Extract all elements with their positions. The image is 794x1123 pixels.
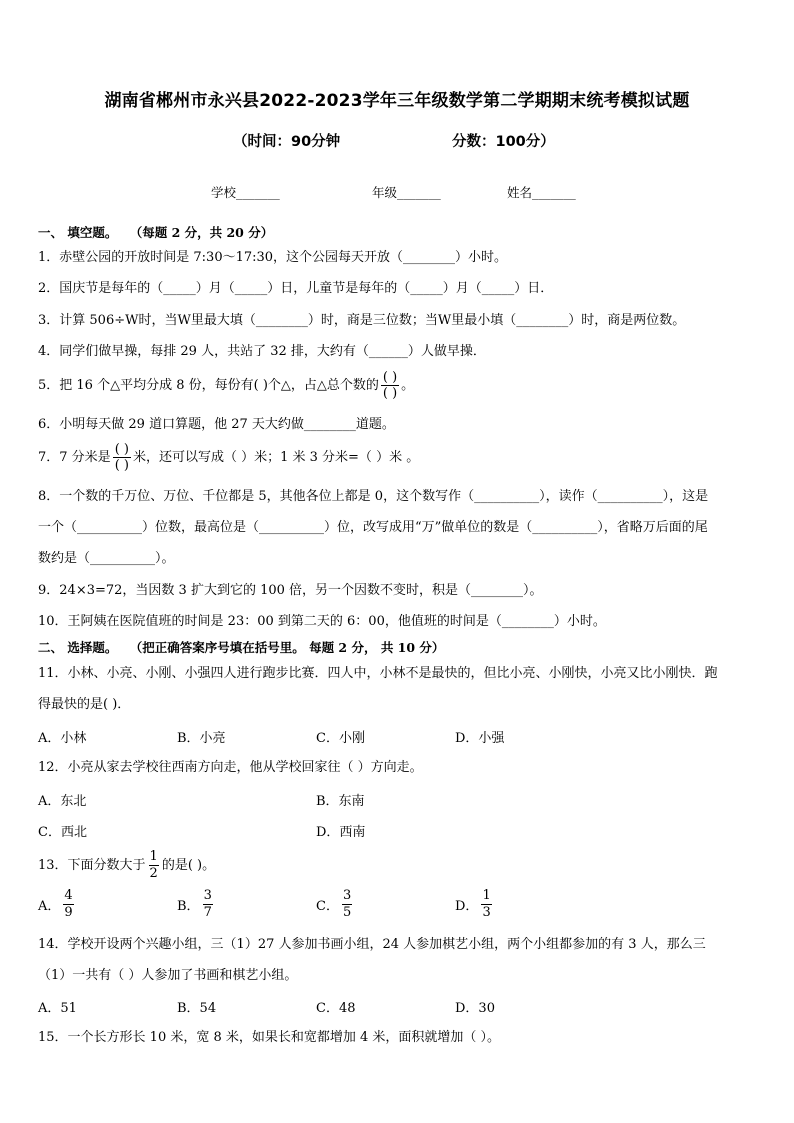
fraction-numerator: ( ) xyxy=(114,442,129,457)
question-12: 12．小亮从家去学校往西南方向走，他从学校回家往（ ）方向走。 xyxy=(38,760,423,775)
option-fraction xyxy=(481,888,491,921)
option-b[interactable]: B．东南 xyxy=(316,794,365,809)
fraction-denominator: ( ) xyxy=(382,386,398,401)
fraction-numerator: 1 xyxy=(149,849,158,864)
question-5 xyxy=(38,370,758,402)
question-7-end: 米，还可以写成（ ）米；1 米 3 分米=（ ）米 。 xyxy=(132,450,420,465)
section-note: （每题 2 分，共 20 分） xyxy=(129,225,274,240)
grade-field: 年级_______ xyxy=(372,185,441,200)
question-13-text: 13．下面分数大于 xyxy=(38,858,146,873)
school-field: 学校_______ xyxy=(211,185,280,200)
section-label: 一、 填空题。 xyxy=(38,225,118,240)
fraction-denominator: 7 xyxy=(203,905,212,920)
option-d[interactable]: D．西南 xyxy=(316,825,366,840)
section-label: 二、 选择题。 xyxy=(38,640,118,655)
option-label: D． xyxy=(455,899,479,914)
fraction-numerator: 3 xyxy=(203,888,212,903)
option-fraction xyxy=(203,888,213,921)
total-score: 分数：100分） xyxy=(452,134,555,150)
section-note: （把正确答案序号填在括号里。 每题 2 分， 共 10 分） xyxy=(129,640,445,655)
section-fill-blank xyxy=(38,223,273,241)
fraction-numerator: 3 xyxy=(342,888,352,903)
question-4: 4．同学们做早操，每排 29 人，共站了 32 排，大约有（______）人做早操． xyxy=(38,344,486,359)
question-14-line-2: （1）一共有（ ）人参加了书画和棋艺小组。 xyxy=(38,968,298,983)
option-c[interactable]: C．小刚 xyxy=(316,731,365,746)
option-fraction xyxy=(63,888,73,921)
fraction-denominator: ( ) xyxy=(114,458,129,473)
option-d[interactable] xyxy=(455,888,495,921)
fraction-half xyxy=(149,849,159,882)
option-b[interactable]: B．54 xyxy=(177,1001,217,1016)
option-d[interactable]: D．30 xyxy=(455,1001,495,1016)
question-8-line-2: 一个（__________）位数，最高位是（__________）位，改写成用“万”做单位的数是（__________），省略万后面的尾 xyxy=(38,520,708,535)
fraction-denominator: 3 xyxy=(482,905,491,920)
fraction-denominator: 5 xyxy=(342,905,352,920)
page-title: 湖南省郴州市永兴县2022-2023学年三年级数学第二学期期末统考模拟试题 xyxy=(104,91,690,111)
question-11-line-1: 11．小林、小亮、小刚、小强四人进行跑步比赛．四人中，小林不是最快的，但比小亮、小刚快，小亮又比小刚快．跑 xyxy=(38,666,718,681)
option-c[interactable]: C．48 xyxy=(316,1001,356,1016)
fraction-numerator: 1 xyxy=(482,888,491,903)
fraction-blank xyxy=(381,370,399,401)
question-2: 2．国庆节是每年的（_____）月（_____）日，儿童节是每年的（_____）月（_____）日． xyxy=(38,281,554,296)
option-label: A． xyxy=(38,899,61,914)
option-c[interactable]: C．西北 xyxy=(38,825,87,840)
option-b[interactable] xyxy=(177,888,216,921)
question-7 xyxy=(38,441,758,475)
option-a[interactable] xyxy=(38,888,77,921)
option-d[interactable]: D．小强 xyxy=(455,731,505,746)
question-14-line-1: 14．学校开设两个兴趣小组，三（1）27 人参加书画小组，24 人参加棋艺小组，两个小组都参加的有 3 人，那么三 xyxy=(38,937,706,952)
question-15: 15．一个长方形长 10 米，宽 8 米，如果长和宽都增加 4 米，面积就增加（ ）。 xyxy=(38,1030,501,1045)
question-5-end: 。 xyxy=(401,378,415,393)
question-9: 9．24×3=72，当因数 3 扩大到它的 100 倍，另一个因数不变时，积是（________）。 xyxy=(38,583,543,598)
question-13-end: 的是( )。 xyxy=(161,858,216,873)
question-8-line-1: 8．一个数的千万位、万位、千位都是 5，其他各位上都是 0，这个数写作（__________），读作（__________），这是 xyxy=(38,489,709,504)
section-choice xyxy=(38,638,444,656)
fraction-blank xyxy=(113,442,131,473)
question-5-text: 5．把 16 个△平均分成 8 份，每份有( )个△，占△总个数的 xyxy=(38,378,379,393)
question-13 xyxy=(38,848,758,884)
option-label: C． xyxy=(316,899,339,914)
time-limit: （时间：90分钟 xyxy=(233,134,341,150)
question-10: 10．王阿姨在医院值班的时间是 23：00 到第二天的 6：00，他值班的时间是（________）小时。 xyxy=(38,614,606,629)
option-b[interactable]: B．小亮 xyxy=(177,731,226,746)
fraction-numerator: ( ) xyxy=(382,370,398,385)
fraction-numerator: 4 xyxy=(64,888,73,903)
question-6: 6．小明每天做 29 道口算题，他 27 天大约做________道题。 xyxy=(38,417,395,432)
option-label: B． xyxy=(177,899,200,914)
question-8-line-3: 数约是（__________）。 xyxy=(38,551,175,566)
question-3: 3．计算 506÷W时，当W里最大填（________）时，商是三位数；当W里最小填（________）时，商是两位数。 xyxy=(38,313,686,328)
option-a[interactable]: A．小林 xyxy=(38,731,87,746)
option-c[interactable] xyxy=(316,888,355,921)
question-1: 1．赤壁公园的开放时间是 7:30～17:30，这个公园每天开放（________）小时。 xyxy=(38,250,508,265)
question-7-text: 7．7 分米是 xyxy=(38,450,111,465)
fraction-denominator: 2 xyxy=(149,866,158,881)
option-a[interactable]: A．东北 xyxy=(38,794,87,809)
option-a[interactable]: A．51 xyxy=(38,1001,77,1016)
name-field: 姓名_______ xyxy=(507,185,576,200)
option-fraction xyxy=(342,888,352,921)
question-11-line-2: 得最快的是( )． xyxy=(38,697,131,712)
fraction-denominator: 9 xyxy=(64,905,73,920)
